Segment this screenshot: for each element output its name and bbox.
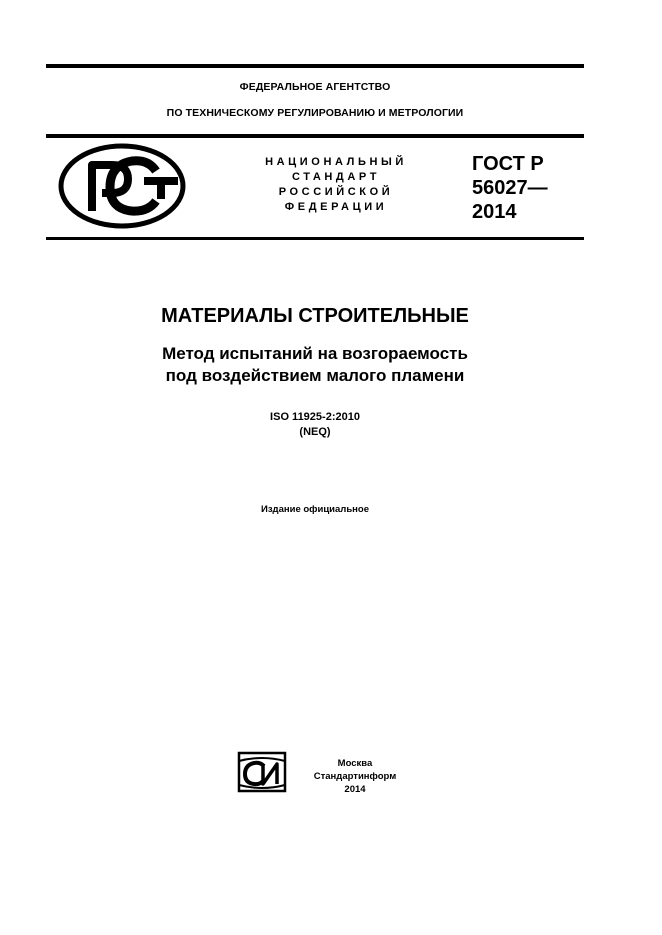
rst-logo-icon (58, 143, 186, 229)
iso-number: ISO 11925-2:2010 (270, 411, 360, 423)
agency-name-line1: ФЕДЕРАЛЬНОЕ АГЕНТСТВО (239, 81, 391, 93)
standard-designation (472, 152, 548, 224)
bottom-rule (46, 237, 584, 240)
national-standard-line: РОССИЙСКОЙ (278, 186, 394, 198)
subtitle-line: под воздействием малого пламени (165, 366, 465, 385)
iso-reference (46, 410, 584, 440)
designation-line: 56027— (472, 177, 548, 199)
equivalence-degree: (NEQ) (299, 426, 331, 438)
agency-name-line2: ПО ТЕХНИЧЕСКОМУ РЕГУЛИРОВАНИЮ И МЕТРОЛОГИИ (166, 107, 464, 119)
publisher-info (296, 757, 414, 796)
designation-line: 2014 (472, 201, 517, 223)
document-title: МАТЕРИАЛЫ СТРОИТЕЛЬНЫЕ (161, 305, 469, 327)
middle-rule (46, 134, 584, 138)
national-standard-label (236, 155, 436, 215)
national-standard-line: НАЦИОНАЛЬНЫЙ (265, 156, 407, 168)
publication-year: 2014 (344, 784, 366, 795)
document-subtitle (46, 343, 584, 387)
standartinform-logo-icon (236, 750, 288, 794)
designation-line: ГОСТ Р (472, 153, 544, 175)
national-standard-line: СТАНДАРТ (291, 171, 381, 183)
subtitle-line: Метод испытаний на возгораемость (162, 344, 468, 363)
publisher-city: Москва (337, 758, 373, 769)
edition-label: Издание официальное (261, 504, 369, 515)
publisher-name: Стандартинформ (313, 771, 397, 782)
top-rule (46, 64, 584, 68)
national-standard-line: ФЕДЕРАЦИИ (284, 201, 388, 213)
